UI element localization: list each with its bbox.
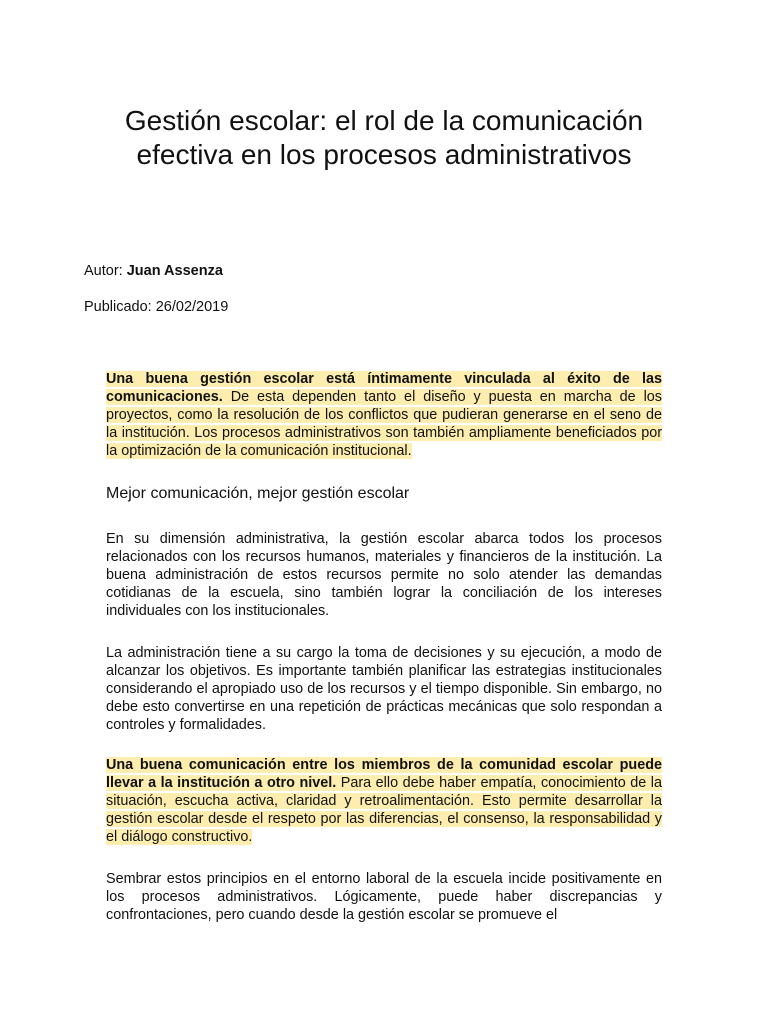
intro-paragraph (106, 370, 662, 460)
body-paragraph-3: Sembrar estos principios en el entorno laboral de la escuela incide positivamente en los procesos administrativos. Lógicamente, puede haber discrepancias y confrontaciones, pero cuando desde la gestión escolar se promueve el (106, 871, 662, 923)
author-line (84, 262, 223, 280)
section-heading: Mejor comunicación, mejor gestión escolar (106, 485, 410, 502)
published-date: Publicado: 26/02/2019 (84, 299, 229, 315)
author-name: Juan Assenza (126, 263, 223, 279)
intro-highlight-bold: Una buena gestión escolar está íntimamente vinculada al éxito de las comunicaciones. (106, 371, 662, 405)
intro-highlight-text: De esta dependen tanto el diseño y puesta en marcha de los proyectos, como la resolución de los conflictos que pudieran generarse en el seno de la institución. Los procesos administrativos son también ampliamente beneficiados por la optimización de la comunicación institucional. (106, 389, 662, 459)
highlight-paragraph (106, 756, 662, 846)
body-paragraph-1: En su dimensión administrativa, la gestión escolar abarca todos los procesos relacionados con los recursos humanos, materiales y financieros de la institución. La buena administración de estos recursos permite no solo atender las demandas cotidianas de la escuela, sino también lograr la conciliación de los intereses individuales con los institucionales. (106, 531, 662, 619)
highlight-text: Para ello debe haber empatía, conocimiento de la situación, escucha activa, claridad y retroalimentación. Esto permite desarrollar la gestión escolar desde el respeto por las diferencias, el consenso, la responsabilidad y el diálogo constructivo. (106, 775, 662, 845)
highlight-bold: Una buena comunicación entre los miembros de la comunidad escolar puede llevar a la institución a otro nivel. (106, 757, 662, 791)
author-label: Autor: (84, 263, 123, 279)
document-title: Gestión escolar: el rol de la comunicación efectiva en los procesos administrativos (124, 105, 644, 170)
body-paragraph-2: La administración tiene a su cargo la toma de decisiones y su ejecución, a modo de alcanzar los objetivos. Es importante también planificar las estrategias institucionales considerando el apropiado uso de los recursos y el tiempo disponible. Sin embargo, no debe esto convertirse en una repetición de prácticas mecánicas que solo respondan a controles y formalidades. (106, 645, 662, 733)
